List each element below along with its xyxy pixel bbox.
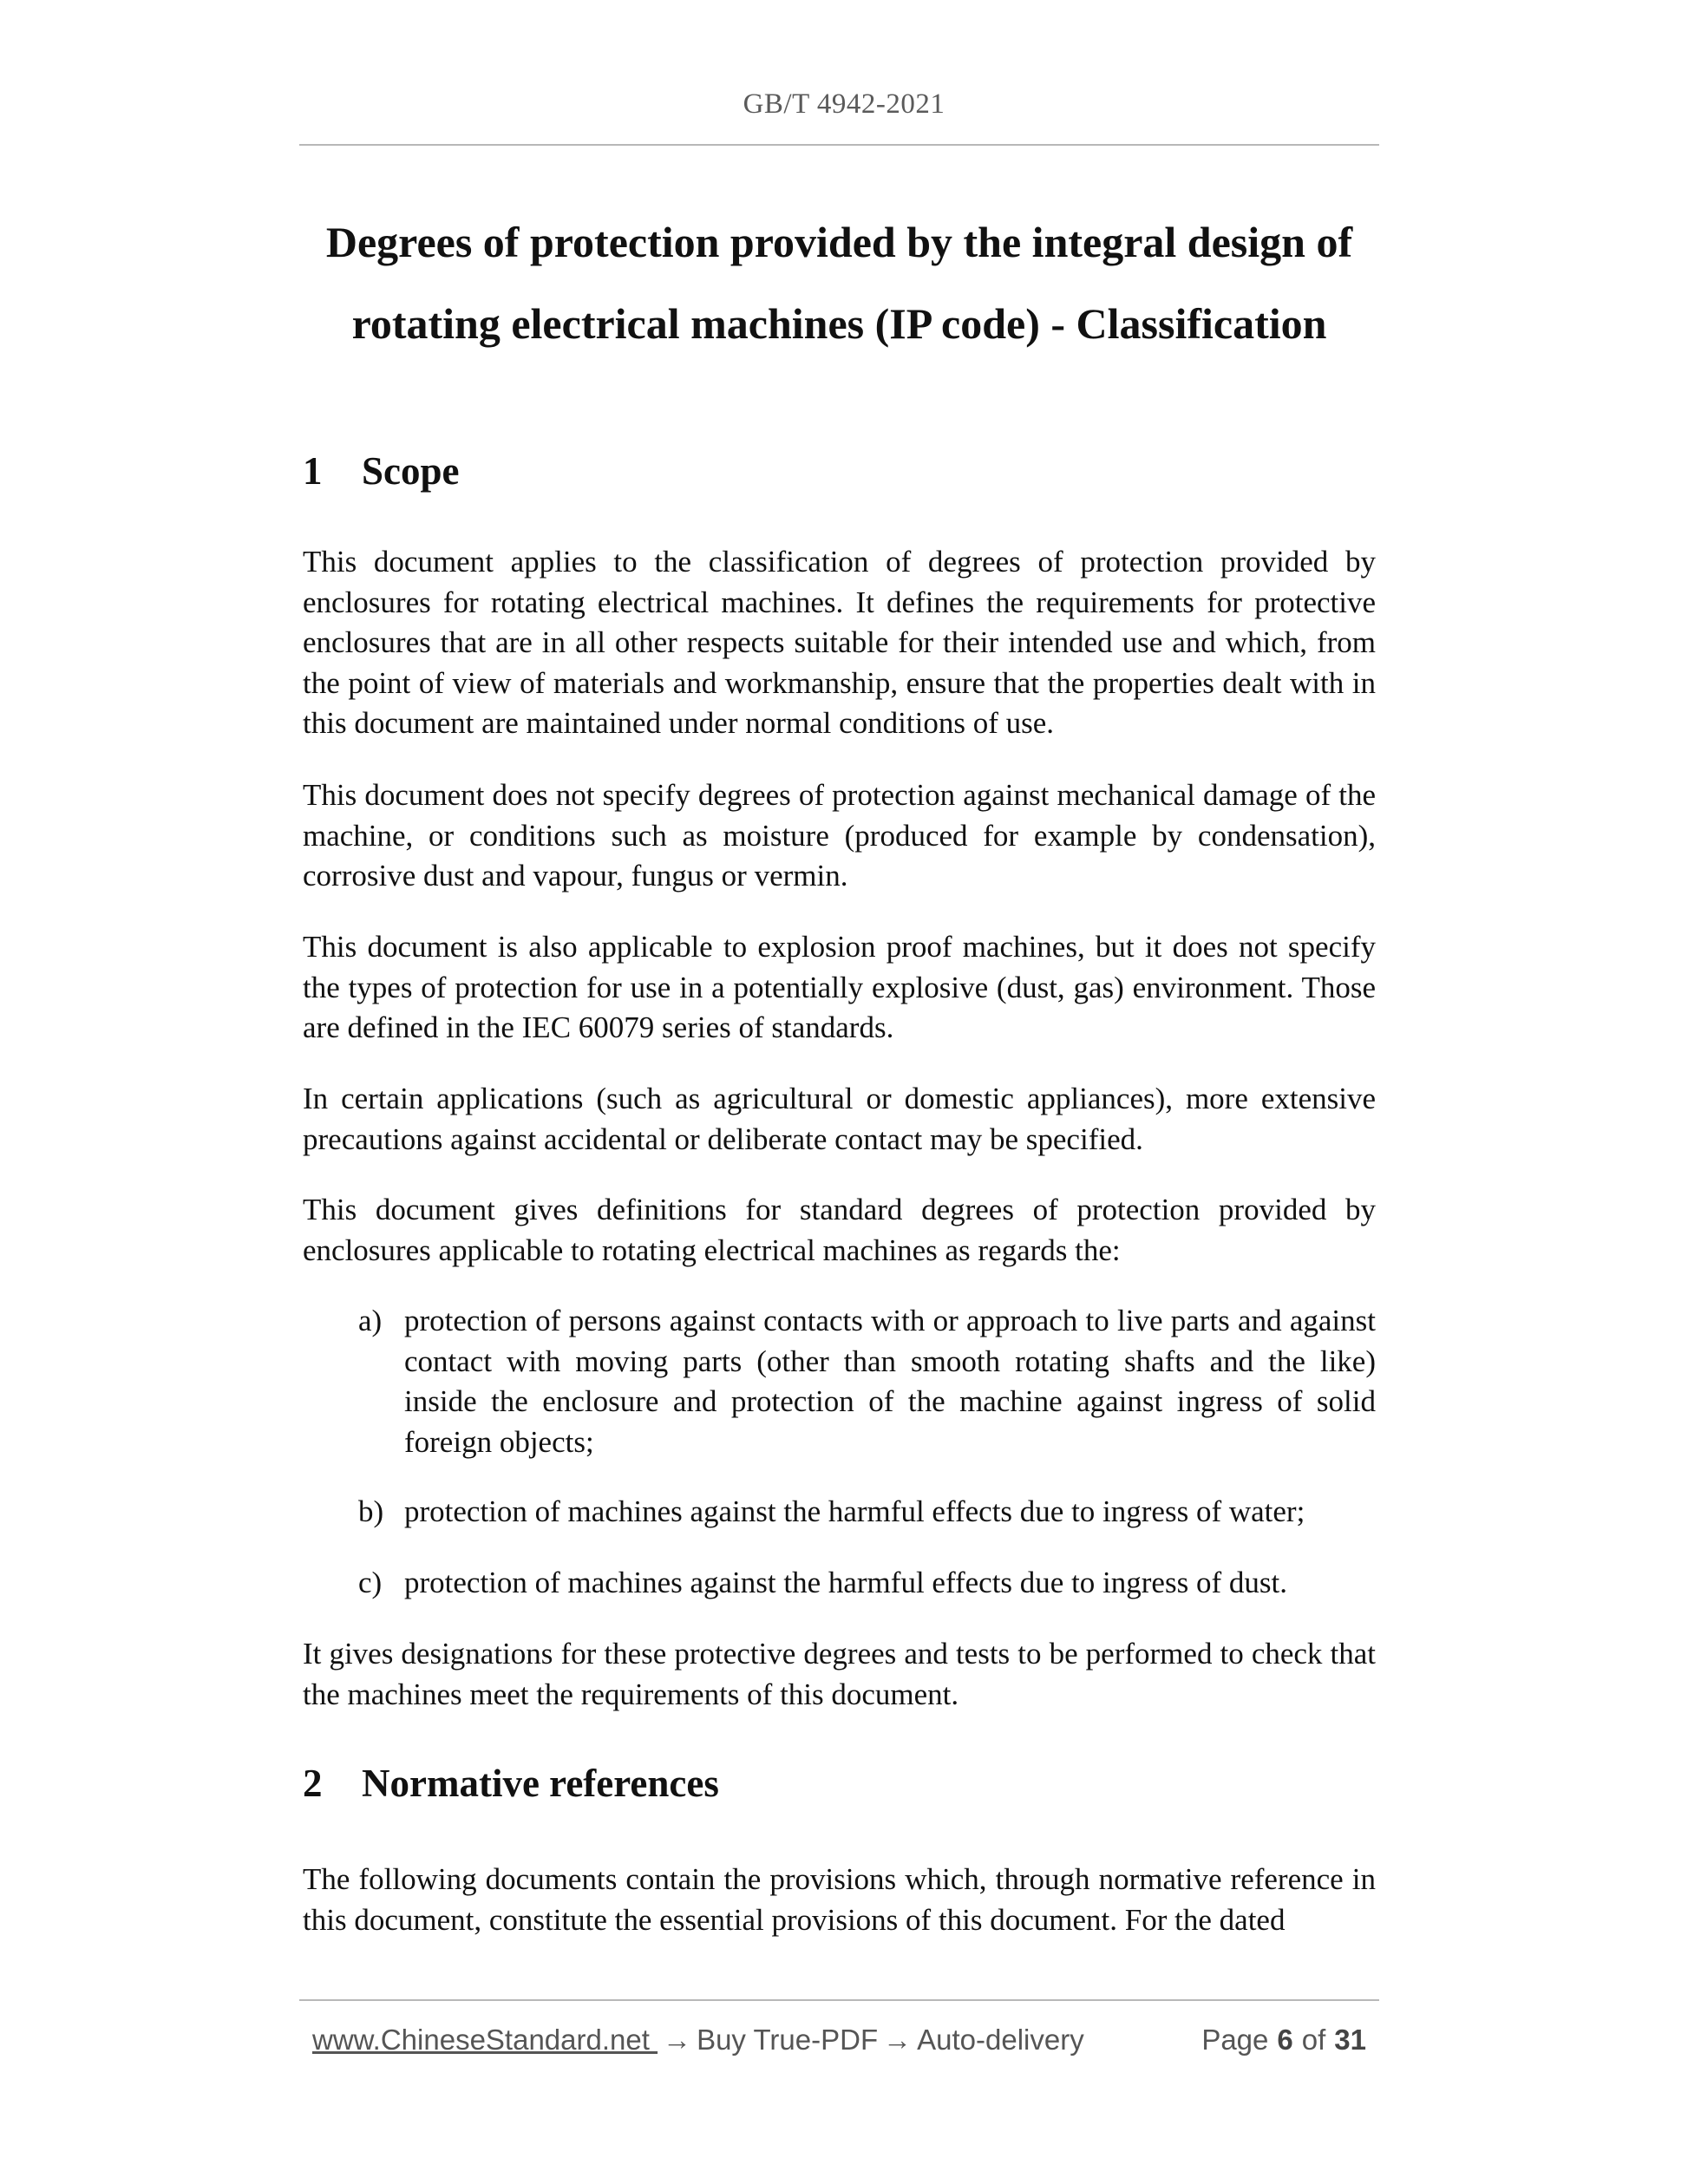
of-label: of (1301, 2024, 1326, 2056)
footer-promo (312, 2021, 1084, 2059)
section-title: Scope (362, 449, 460, 493)
scope-list (303, 1563, 1376, 1604)
document-title (299, 201, 1379, 364)
scope-list (303, 1301, 1376, 1462)
list-item-text: protection of persons against contacts with or approach to live parts and against contact with moving parts (other than smooth rotating shafts and the like) inside the enclosure and protection of the machine against ingress of solid foreign objects; (404, 1304, 1376, 1459)
footer-rule (299, 1999, 1379, 2001)
auto-delivery-text: Auto-delivery (917, 2024, 1084, 2056)
list-item-text: protection of machines against the harmful effects due to ingress of water; (404, 1494, 1305, 1528)
scope-closing-paragraph: It gives designations for these protective degrees and tests to be performed to check that the machines meet the requirements of this document. (303, 1637, 1376, 1711)
list-item (303, 1301, 1376, 1462)
page-indicator (1201, 2021, 1366, 2059)
section-title: Normative references (362, 1762, 719, 1805)
current-page-number: 6 (1277, 2024, 1293, 2056)
document-title-line-1: Degrees of protection provided by the integral design of (325, 218, 1353, 266)
total-page-count: 31 (1334, 2024, 1366, 2056)
buy-true-pdf-text: Buy True-PDF (697, 2024, 879, 2056)
section-heading-normative-references (303, 1759, 719, 1808)
list-marker: b) (358, 1494, 384, 1528)
section-number: 1 (303, 449, 323, 493)
scope-list (303, 1492, 1376, 1533)
normative-paragraph: The following documents contain the provisions which, through normative reference in this document, constitute the essential provisions of this document. For the dated (303, 1862, 1376, 1937)
list-item-text: protection of machines against the harmful effects due to ingress of dust. (404, 1566, 1287, 1599)
list-marker: c) (358, 1566, 383, 1599)
arrow-right-icon: → (663, 2024, 692, 2056)
section-heading-scope (303, 447, 460, 495)
document-title-line-2: rotating electrical machines (IP code) - Classification (351, 299, 1327, 348)
scope-paragraph: This document gives definitions for standard degrees of protection provided by enclosures applicable to rotating electrical machines as regards the: (303, 1193, 1376, 1267)
page-label: Page (1201, 2024, 1269, 2056)
running-header: GB/T 4942-2021 (743, 88, 945, 120)
scope-paragraph: This document is also applicable to explosion proof machines, but it does not specify the types of protection for use in a potentially explosive (dust, gas) environment. Those are defined in the IEC 60079 series of standards. (303, 930, 1376, 1044)
list-item (303, 1563, 1376, 1604)
header-rule (299, 144, 1379, 146)
section-number: 2 (303, 1762, 323, 1805)
scope-paragraph: In certain applications (such as agricultural or domestic appliances), more extensive precautions against accidental or deliberate contact may be specified. (303, 1082, 1376, 1156)
list-item (303, 1492, 1376, 1533)
arrow-right-icon: → (883, 2024, 913, 2056)
scope-paragraph: This document does not specify degrees of protection against mechanical damage of the machine, or conditions such as moisture (produced for example by condensation), corrosive dust and vapour, fungus or vermin. (303, 778, 1376, 893)
scope-paragraph: This document applies to the classification of degrees of protection provided by enclosures for rotating electrical machines. It defines the requirements for protective enclosures that are in all other respects suitable for their intended use and which, from the point of view of materials and workmanship, ensure that the properties dealt with in this document are maintained under normal conditions of use. (303, 545, 1376, 740)
website-link[interactable]: www.ChineseStandard.net (312, 2024, 658, 2056)
list-marker: a) (358, 1304, 383, 1337)
